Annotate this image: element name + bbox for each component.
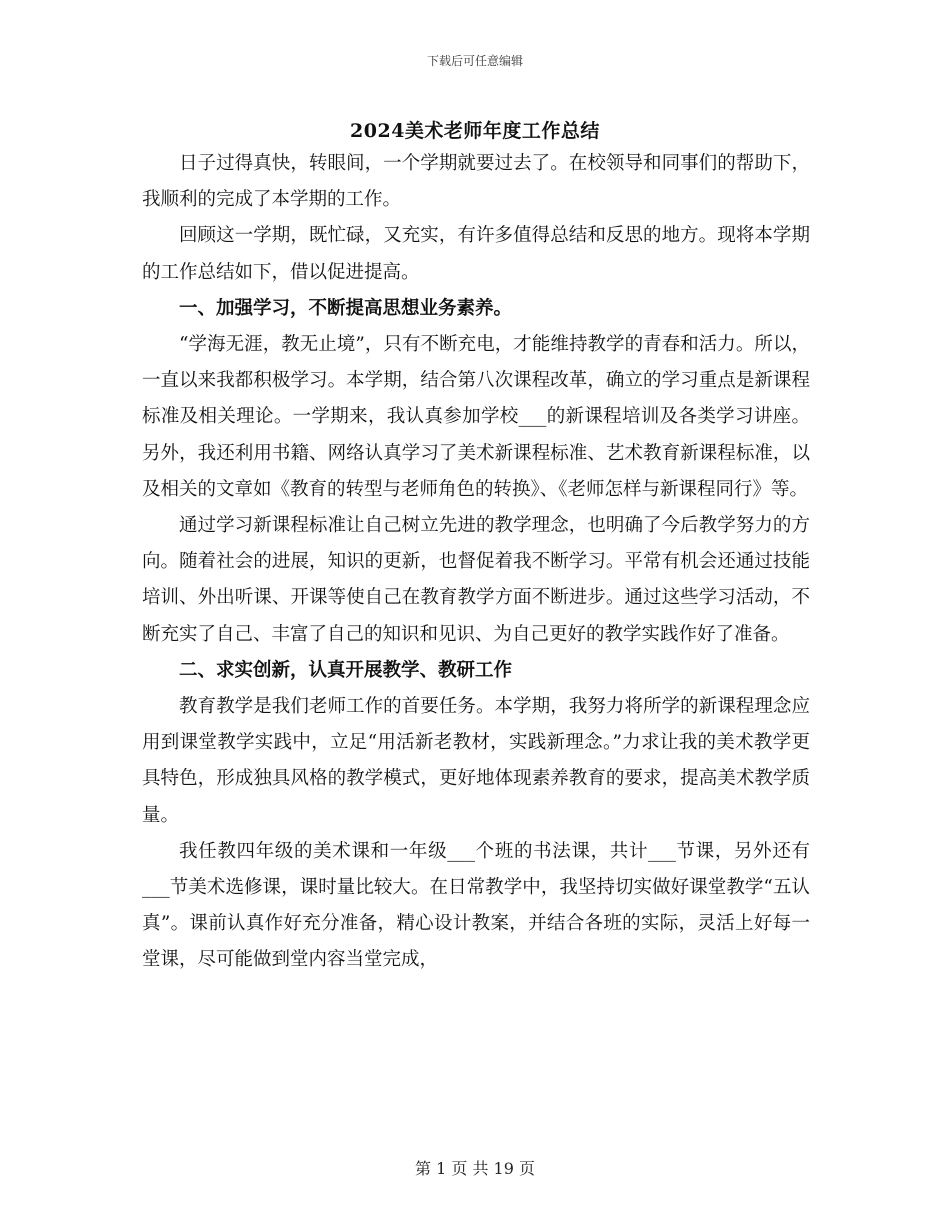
section-heading-2: 二、求实创新，认真开展教学、教研工作 — [179, 659, 513, 681]
document-body — [142, 146, 810, 979]
paragraph-teaching: 教育教学是我们老师工作的首要任务。本学期，我努力将所学的新课程理念应用到课堂教学实践中，立足“用活新老教材，实践新理念。”力求让我的美术教学更具特色，形成独具风格的教学模式，更好地体现素养教育的要求，提高美术教学质量。 — [142, 696, 810, 826]
header-note: 下载后可任意编辑 — [426, 54, 523, 68]
paragraph-learning: “学海无涯，教无止境”，只有不断充电，才能维持教学的青春和活力。所以，一直以来我都积极学习。本学期，结合第八次课程改革，确立的学习重点是新课程标准及相关理论。一学期来，我认真参加学校___的新课程培训及各类学习讲座。另外，我还利用书籍、网络认真学习了美术新课程标准、艺术教育新课程标准，以及相关的文章如《教育的转型与老师角色的转换》、《老师怎样与新课程同行》等。 — [142, 334, 810, 500]
paragraph-intro: 日子过得真快，转眼间，一个学期就要过去了。在校领导和同事们的帮助下，我顺利的完成了本学期的工作。 — [142, 153, 810, 211]
page-number: 第 1 页 共 19 页 — [415, 1159, 535, 1178]
paragraph-standards: 通过学习新课程标准让自己树立先进的教学理念，也明确了今后教学努力的方向。随着社会的进展，知识的更新，也督促着我不断学习。平常有机会还通过技能培训、外出听课、开课等使自己在教育教学方面不断进步。通过这些学习活动，不断充实了自己、丰富了自己的知识和见识、为自己更好的教学实践作好了准备。 — [142, 515, 810, 645]
section-heading-1: 一、加强学习，不断提高思想业务素养。 — [179, 297, 513, 319]
paragraph-workload: 我任教四年级的美术课和一年级___个班的书法课，共计___节课，另外还有___节美术选修课，课时量比较大。在日常教学中，我坚持切实做好课堂教学“五认真”。课前认真作好充分准备，精心设计教案，并结合各班的实际，灵活上好每一堂课，尽可能做到堂内容当堂完成， — [142, 840, 810, 971]
document-title: 2024美术老师年度工作总结 — [350, 120, 600, 142]
paragraph-review: 回顾这一学期，既忙碌，又充实，有许多值得总结和反思的地方。现将本学期的工作总结如下，借以促进提高。 — [142, 225, 810, 283]
